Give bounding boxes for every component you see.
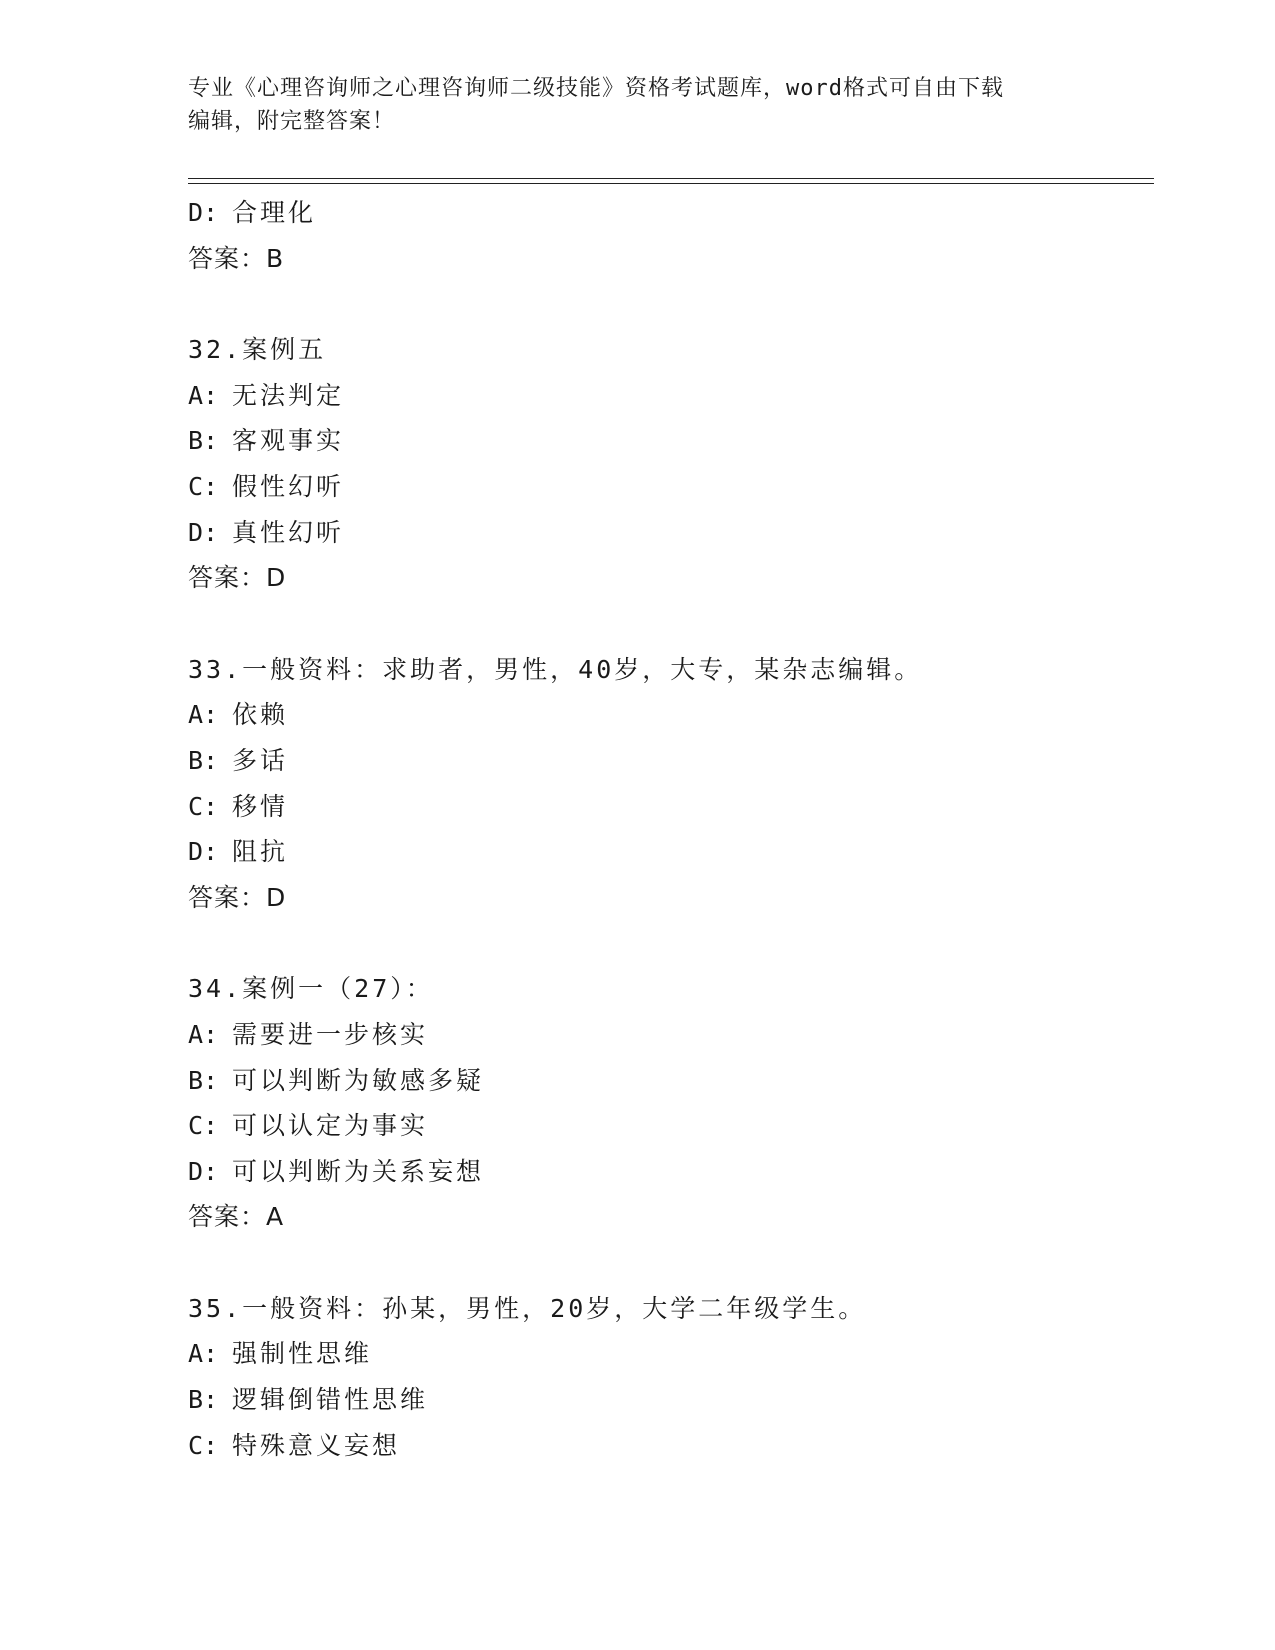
option-letter: D: xyxy=(188,198,219,227)
option-letter: B: xyxy=(188,1385,219,1415)
option-letter: D: xyxy=(188,517,219,547)
option-letter: B: xyxy=(188,1065,219,1095)
option-text: 强制性思维 xyxy=(232,1339,373,1369)
question-list xyxy=(188,190,1154,1468)
question-block xyxy=(188,1286,1154,1468)
option-line xyxy=(188,510,1154,556)
option-text: 可以认定为事实 xyxy=(232,1111,429,1141)
option-letter: A: xyxy=(188,1339,219,1369)
document-header xyxy=(188,72,1088,138)
option-line xyxy=(188,1331,1154,1377)
question-stem: 34.案例一（27）： xyxy=(188,974,434,1004)
option-letter: A: xyxy=(188,700,219,730)
question-block xyxy=(188,647,1154,921)
option-letter: D: xyxy=(188,837,219,867)
option-line xyxy=(188,190,1154,236)
option-line xyxy=(188,1103,1154,1149)
question-block xyxy=(188,327,1154,601)
option-letter: C: xyxy=(188,471,219,501)
option-text: 多话 xyxy=(232,745,289,775)
option-text: 逻辑倒错性思维 xyxy=(232,1385,429,1415)
option-line xyxy=(188,1149,1154,1195)
answer-line: 答案：D xyxy=(188,563,287,593)
option-line xyxy=(188,738,1154,784)
option-line xyxy=(188,784,1154,830)
option-text: 需要进一步核实 xyxy=(232,1019,429,1049)
header-line-2: 编辑，附完整答案！ xyxy=(188,109,396,134)
option-text: 假性幻听 xyxy=(232,471,345,501)
option-line xyxy=(188,1058,1154,1104)
question-stem: 33.一般资料：求助者，男性，40岁，大专，某杂志编辑。 xyxy=(188,654,923,684)
header-divider-top xyxy=(188,178,1154,179)
answer-line: 答案：D xyxy=(188,882,287,912)
answer-line: 答案：A xyxy=(188,1202,285,1232)
option-letter: A: xyxy=(188,380,219,410)
option-text: 可以判断为关系妄想 xyxy=(232,1156,485,1186)
option-letter: A: xyxy=(188,1019,219,1049)
option-line xyxy=(188,373,1154,419)
option-line xyxy=(188,1423,1154,1469)
option-text: 可以判断为敏感多疑 xyxy=(232,1065,485,1095)
option-letter: C: xyxy=(188,1111,219,1141)
option-text: 无法判定 xyxy=(232,380,345,410)
header-line-1: 专业《心理咨询师之心理咨询师二级技能》资格考试题库，word格式可自由下载 xyxy=(188,76,1004,101)
option-text: 依赖 xyxy=(232,700,289,730)
option-letter: C: xyxy=(188,1430,219,1460)
option-line xyxy=(188,1377,1154,1423)
option-text: 移情 xyxy=(232,791,289,821)
option-line xyxy=(188,418,1154,464)
option-line xyxy=(188,464,1154,510)
question-stem: 35.一般资料：孙某，男性，20岁，大学二年级学生。 xyxy=(188,1293,867,1323)
option-line xyxy=(188,692,1154,738)
option-letter: D: xyxy=(188,1156,219,1186)
option-letter: B: xyxy=(188,745,219,775)
option-letter: C: xyxy=(188,791,219,821)
question-block xyxy=(188,966,1154,1240)
option-line xyxy=(188,829,1154,875)
option-text: 合理化 xyxy=(232,198,317,227)
option-text: 阻抗 xyxy=(232,837,289,867)
header-divider-bottom xyxy=(188,183,1154,184)
option-text: 特殊意义妄想 xyxy=(232,1430,401,1460)
question-stem: 32.案例五 xyxy=(188,335,327,365)
option-line xyxy=(188,1012,1154,1058)
answer-line: 答案：B xyxy=(188,243,285,273)
option-text: 客观事实 xyxy=(232,426,345,456)
option-text: 真性幻听 xyxy=(232,517,345,547)
option-letter: B: xyxy=(188,426,219,456)
